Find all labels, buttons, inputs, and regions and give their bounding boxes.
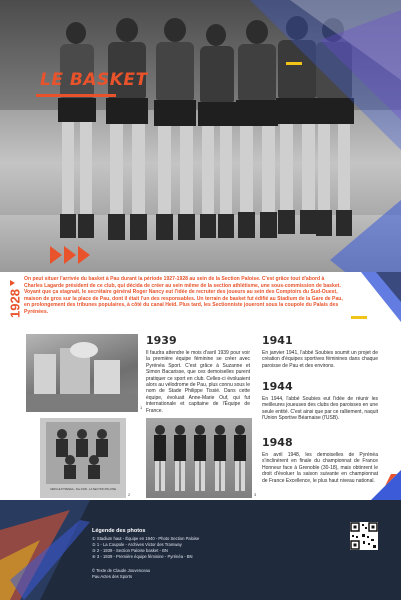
section-year-1941: 1941 xyxy=(262,334,293,347)
photo-number: 2 xyxy=(128,492,131,497)
photo-team-group xyxy=(40,418,126,498)
footer-decoration xyxy=(0,500,401,600)
legend-title: Légende des photos xyxy=(92,528,146,534)
intro-text: On peut situer l'arrivée du basket à Pau durant la période 1927-1928 au sein de la Section Paloise. C'est grâce tout d'abord à Charles Lagarde président de ce club, qui décida de créer au sein même de la section athlétisme, une sous-commission de basket. Voyant que ça stagnait, le secrétaire général Roger Nancy eut l'idée de recruter des joueurs au sein des Comptoirs du Sud-Ouest, maison de gros sur la place de Pau, dont il était l'un des responsables. Un terrain de basket fut édifié au Stadium de la Gare de Pau, en prolongement des tribunes populaires, à côté du canal Heïd. Plus tard, les Sectionniste joueront sous la coupole du Palais des Pyrénées. xyxy=(24,276,343,315)
decorative-stripes xyxy=(0,0,401,272)
legend-item: ① Stadium haut - Équipe en 1940 - Photo Section Paloise xyxy=(92,536,200,541)
legend-item: ③ 2 - 1939 - Section Paloise basket - BN xyxy=(92,548,168,553)
photo-women-team xyxy=(146,418,252,498)
arrow-right-icon xyxy=(78,246,90,264)
team-photo-silhouettes xyxy=(40,418,126,498)
credit-line: Pau Actes des Sports xyxy=(92,574,133,579)
arrow-right-icon xyxy=(64,246,76,264)
section-year-1948: 1948 xyxy=(262,436,293,449)
photo-caption: CERCLE.PYRENEA - Pau 1939 - LA SECTION PALOISE xyxy=(49,488,117,491)
section-text-1948: En avril 1948, les demoiselles de Pyrénéa s'inclinèrent en finale du championnat de France Honneur face à Grenoble (30-18), mais obtinrent le droit d'évoluer la saison suivante en championnat de France Excellence, le plus haut niveau national. xyxy=(262,452,378,484)
section-text-1939: Il faudra attendre le mois d'avril 1939 pour voir la première équipe féminine se créer avec Pyrénéa Sport. C'est grâce à Suzanne et Simon Bacarisse, que ces demoiselles purent pratiquer ce sport en club. Celles-ci évoluaient alors au vélodrome de Pau, plus connu sous le nom de Stade Philippe Tissié. Dans cette équipe, évoluait Anne-Marie Ouf, qui fut internationale et capitaine de l'Équipe de France. xyxy=(146,350,250,414)
hero-photo xyxy=(0,0,401,272)
women-team-silhouettes xyxy=(146,418,252,498)
page-title: LE BASKET xyxy=(40,70,148,90)
section-text-1941: En janvier 1941, l'abbé Soubies soumit un projet de création d'équipes sportives féminines dans chaque paroisse de Pau et des environs. xyxy=(262,350,378,369)
section-year-1944: 1944 xyxy=(262,380,293,393)
city-buildings xyxy=(26,334,138,412)
section-year-1939: 1939 xyxy=(146,334,177,347)
section-text-1944: En 1944, l'abbé Soubies eut l'idée de réunir les meilleures joueuses des clubs des paroisses en une seule entité. C'est ainsi que par ce ralliement, naquit l'Union Sportive Béarnaise (l'USB). xyxy=(262,396,378,422)
arrow-right-icon xyxy=(50,246,62,264)
title-underline xyxy=(36,94,116,97)
photo-number: 1 xyxy=(140,405,143,410)
photo-city-aerial xyxy=(26,334,138,412)
footer xyxy=(0,500,401,600)
decorative-corner xyxy=(371,470,401,500)
photo-number: 3 xyxy=(254,492,257,497)
legend-item: ② 1 - La Coupole - Archives Victor des Tramway xyxy=(92,542,182,547)
qr-code-pattern xyxy=(350,522,378,550)
qr-code-icon[interactable] xyxy=(350,522,378,550)
credit-line: © Texte de Claude Jouvenceau xyxy=(92,568,151,573)
legend-item: ④ 3 - 1939 - Première équipe féminine - Pyrénéa - BN xyxy=(92,554,193,559)
intro-year: 1928 xyxy=(7,289,23,318)
